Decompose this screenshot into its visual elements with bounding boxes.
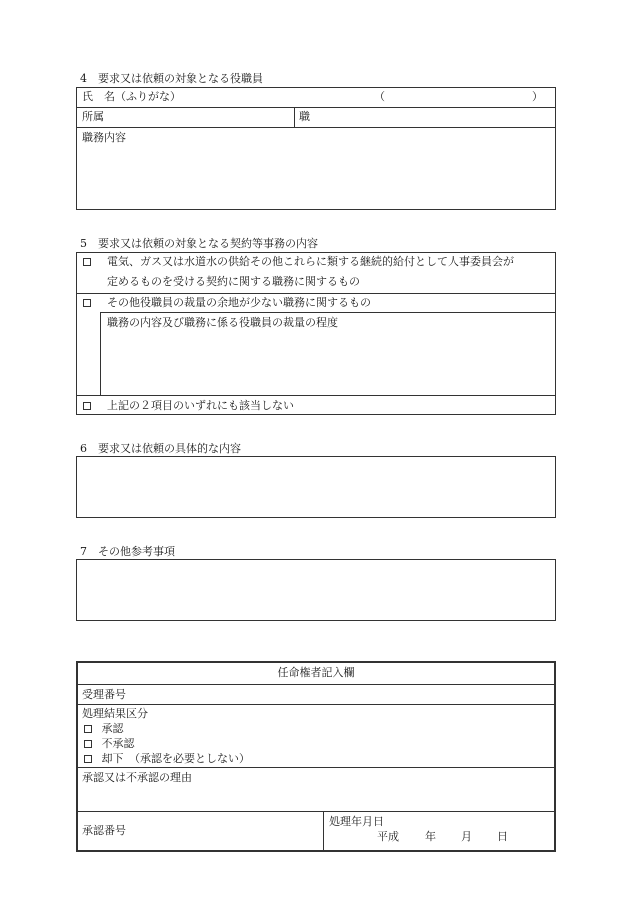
option1-row[interactable] [83, 255, 91, 269]
disapprove-label: 不承認 [101, 737, 135, 750]
paren-close: ） [532, 90, 543, 103]
option1-line1: 電気、ガス又は水道水の供給その他これらに類する継続的給付として人事委員会が [107, 255, 514, 268]
reject-label: 却下 （承認を必要としない） [101, 752, 250, 765]
duties-label: 職務内容 [82, 131, 126, 144]
section6-box[interactable] [76, 456, 556, 518]
result-row-disapprove[interactable] [84, 737, 135, 751]
result-row-reject[interactable] [84, 752, 250, 766]
affiliation-label: 所属 [82, 110, 104, 123]
position-label: 職 [299, 110, 310, 123]
era-label: 平成 [377, 830, 399, 843]
month-label: 月 [461, 830, 472, 843]
approve-label: 承認 [101, 722, 124, 735]
divider [76, 704, 556, 705]
section4-table [76, 87, 556, 210]
divider [76, 127, 556, 128]
section7-box[interactable] [76, 559, 556, 621]
divider [76, 767, 556, 768]
year-label: 年 [425, 830, 436, 843]
option3-row[interactable] [83, 399, 91, 413]
option2-checkbox[interactable] [83, 299, 91, 307]
divider [100, 312, 101, 395]
name-label: 氏 名（ふりがな） [82, 90, 181, 103]
option2-detail-label: 職務の内容及び職務に係る役職員の裁量の程度 [107, 316, 338, 329]
authority-header: 任命権者記入欄 [277, 666, 355, 679]
option3-checkbox[interactable] [83, 402, 91, 410]
section7-title: 7 その他参考事項 [80, 545, 175, 558]
section5-title: 5 要求又は依頼の対象となる契約等事務の内容 [80, 237, 318, 250]
divider [76, 395, 556, 396]
divider [76, 684, 556, 685]
processing-date-label: 処理年月日 [329, 815, 384, 828]
option1-checkbox[interactable] [83, 258, 91, 266]
divider [323, 811, 324, 852]
reason-label: 承認又は不承認の理由 [82, 771, 192, 784]
result-row-approve[interactable] [84, 722, 124, 736]
section4-title: 4 要求又は依頼の対象となる役職員 [80, 72, 263, 85]
approve-checkbox[interactable] [84, 725, 92, 733]
divider [100, 312, 556, 313]
disapprove-checkbox[interactable] [84, 740, 92, 748]
option2-label: その他役職員の裁量の余地が少ない職務に関するもの [107, 296, 371, 309]
option1-line2: 定めるものを受ける契約に関する職務に関するもの [107, 275, 360, 288]
divider [294, 107, 295, 127]
day-label: 日 [497, 830, 508, 843]
receipt-number-label: 受理番号 [82, 688, 126, 701]
reject-checkbox[interactable] [84, 755, 92, 763]
option3-label: 上記の２項目のいずれにも該当しない [107, 399, 294, 412]
divider [76, 811, 556, 812]
option2-row[interactable] [83, 296, 91, 310]
divider [76, 107, 556, 108]
section6-title: 6 要求又は依頼の具体的な内容 [80, 442, 241, 455]
paren-open: （ [374, 90, 385, 103]
divider [76, 293, 556, 294]
approval-number-label: 承認番号 [82, 824, 126, 837]
result-label: 処理結果区分 [82, 707, 148, 720]
